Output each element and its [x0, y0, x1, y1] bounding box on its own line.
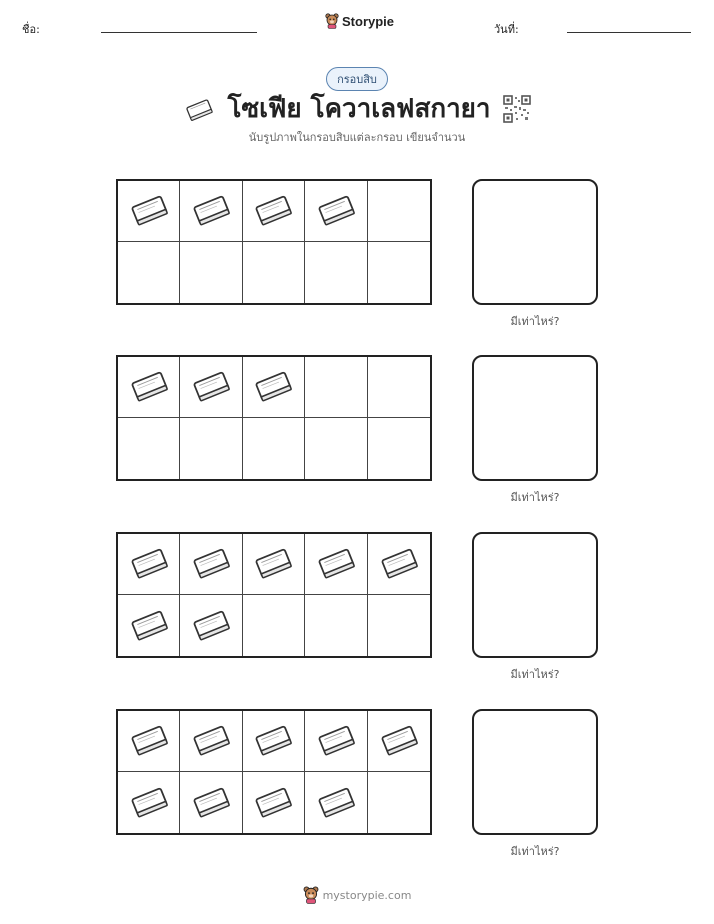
book-icon [251, 367, 295, 407]
book-icon [314, 721, 358, 761]
ten-frame-cell [305, 181, 367, 242]
book-icon [377, 721, 421, 761]
ten-frame-cell [118, 242, 180, 303]
ten-frame-cell [180, 181, 242, 242]
book-icon [189, 783, 233, 823]
book-icon [251, 191, 295, 231]
ten-frame-cell [305, 711, 367, 772]
ten-frame-cell [180, 595, 242, 656]
ten-frame-cell [305, 595, 367, 656]
name-label: ชื่อ: [22, 23, 40, 36]
page-title: โซเฟีย โควาเลฟสกายา [227, 94, 491, 124]
ten-frame-cell [305, 242, 367, 303]
ten-frame-cell [368, 181, 430, 242]
ten-frame-cell [368, 418, 430, 479]
ten-frame-cell [305, 357, 367, 418]
book-icon [251, 783, 295, 823]
ten-frame-cell [243, 595, 305, 656]
ten-frame-3 [116, 532, 432, 658]
book-icon [189, 544, 233, 584]
answer-box-4[interactable] [472, 709, 598, 835]
ten-frame-cell [243, 772, 305, 833]
brand-name: Storypie [342, 13, 395, 29]
ten-frame-cell [368, 711, 430, 772]
book-icon [314, 783, 358, 823]
ten-frame-cell [180, 418, 242, 479]
ten-frame-cell [243, 357, 305, 418]
question-label-1: มีเท่าไหร่? [510, 315, 560, 328]
answer-box-1[interactable] [472, 179, 598, 305]
book-icon [127, 367, 171, 407]
book-icon [314, 191, 358, 231]
answer-box-3[interactable] [472, 532, 598, 658]
date-line[interactable] [567, 32, 691, 33]
ten-frame-cell [243, 711, 305, 772]
ten-frame-cell [118, 181, 180, 242]
title-row [0, 88, 714, 129]
ten-frame-cell [118, 418, 180, 479]
book-icon [127, 783, 171, 823]
answer-box-2[interactable] [472, 355, 598, 481]
book-icon [189, 606, 233, 646]
question-label-2: มีเท่าไหร่? [510, 491, 560, 504]
ten-frame-cell [368, 772, 430, 833]
bear-mascot-icon [303, 886, 319, 904]
ten-frame-2 [116, 355, 432, 481]
ten-frame-cell [180, 357, 242, 418]
book-icon [183, 96, 215, 122]
ten-frame-cell [368, 534, 430, 595]
ten-frame-cell [243, 418, 305, 479]
topic-badge: กรอบสิบ [326, 67, 388, 91]
book-icon [377, 544, 421, 584]
ten-frame-cell [243, 242, 305, 303]
book-icon [189, 191, 233, 231]
ten-frame-cell [243, 534, 305, 595]
ten-frame-cell [118, 357, 180, 418]
ten-frame-cell [305, 534, 367, 595]
bear-mascot-icon [325, 13, 339, 29]
book-icon [127, 544, 171, 584]
ten-frame-cell [243, 181, 305, 242]
ten-frame-cell [368, 595, 430, 656]
book-icon [127, 191, 171, 231]
question-label-3: มีเท่าไหร่? [510, 668, 560, 681]
book-icon [314, 544, 358, 584]
ten-frame-cell [180, 711, 242, 772]
ten-frame-cell [118, 711, 180, 772]
ten-frame-cell [180, 242, 242, 303]
storypie-logo [325, 13, 394, 29]
instructions: นับรูปภาพในกรอบสิบแต่ละกรอบ เขียนจำนวน [248, 131, 466, 144]
ten-frame-1 [116, 179, 432, 305]
ten-frame-cell [180, 772, 242, 833]
qr-code-icon [503, 95, 531, 123]
book-icon [127, 721, 171, 761]
name-line[interactable] [101, 32, 257, 33]
footer [0, 886, 714, 904]
book-icon [127, 606, 171, 646]
book-icon [189, 367, 233, 407]
ten-frame-cell [305, 772, 367, 833]
question-label-4: มีเท่าไหร่? [510, 845, 560, 858]
book-icon [251, 721, 295, 761]
book-icon [251, 544, 295, 584]
ten-frame-cell [118, 534, 180, 595]
ten-frame-cell [180, 534, 242, 595]
footer-url[interactable]: mystorypie.com [322, 888, 412, 902]
ten-frame-cell [368, 242, 430, 303]
ten-frame-cell [118, 595, 180, 656]
ten-frame-cell [305, 418, 367, 479]
ten-frame-4 [116, 709, 432, 835]
ten-frame-cell [118, 772, 180, 833]
book-icon [189, 721, 233, 761]
date-label: วันที่: [494, 23, 519, 36]
ten-frame-cell [368, 357, 430, 418]
